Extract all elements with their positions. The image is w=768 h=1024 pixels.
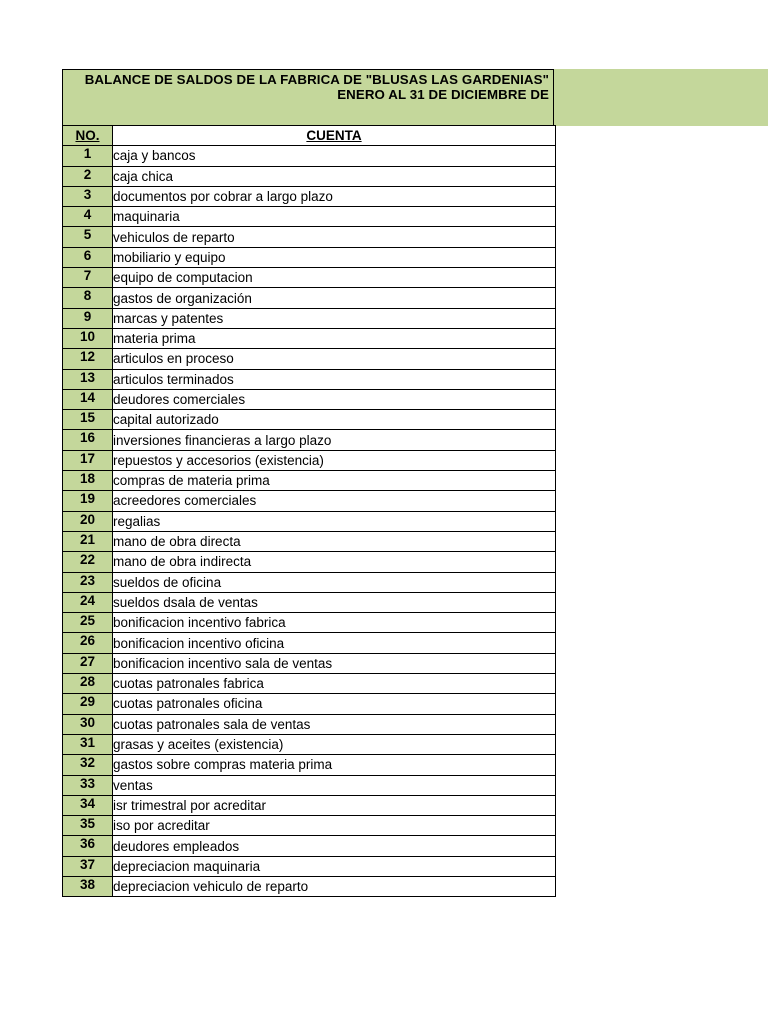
- table-row: [63, 308, 556, 328]
- row-number: 29: [63, 694, 113, 714]
- table-row: [63, 592, 556, 612]
- table-row: [63, 328, 556, 348]
- row-number: 21: [63, 531, 113, 551]
- table-row: [63, 775, 556, 795]
- row-number: 27: [63, 653, 113, 673]
- row-number: 34: [63, 795, 113, 815]
- account-name: capital autorizado: [113, 410, 556, 430]
- account-name: deudores comerciales: [113, 389, 556, 409]
- table-row: [63, 491, 556, 511]
- column-header-cuenta: CUENTA: [113, 126, 556, 146]
- table-row: [63, 369, 556, 389]
- row-number: 9: [63, 308, 113, 328]
- row-number: 37: [63, 856, 113, 876]
- row-number: 3: [63, 186, 113, 206]
- account-name: bonificacion incentivo fabrica: [113, 613, 556, 633]
- row-number: 36: [63, 836, 113, 856]
- account-name: materia prima: [113, 328, 556, 348]
- table-row: [63, 653, 556, 673]
- table-row: [63, 268, 556, 288]
- table-row: [63, 349, 556, 369]
- account-name: grasas y aceites (existencia): [113, 734, 556, 754]
- account-name: isr trimestral por acreditar: [113, 795, 556, 815]
- table-row: [63, 714, 556, 734]
- row-number: 23: [63, 572, 113, 592]
- account-name: inversiones financieras a largo plazo: [113, 430, 556, 450]
- row-number: 18: [63, 471, 113, 491]
- table-row: [63, 633, 556, 653]
- table-row: [63, 552, 556, 572]
- row-number: 14: [63, 389, 113, 409]
- account-name: iso por acreditar: [113, 816, 556, 836]
- table-row: [63, 572, 556, 592]
- row-number: 8: [63, 288, 113, 308]
- table-row: [63, 207, 556, 227]
- table-row: [63, 146, 556, 166]
- account-name: ventas: [113, 775, 556, 795]
- row-number: 15: [63, 410, 113, 430]
- row-number: 17: [63, 450, 113, 470]
- account-name: cuotas patronales oficina: [113, 694, 556, 714]
- row-number: 33: [63, 775, 113, 795]
- table-row: [63, 227, 556, 247]
- row-number: 7: [63, 268, 113, 288]
- row-number: 35: [63, 816, 113, 836]
- account-name: documentos por cobrar a largo plazo: [113, 186, 556, 206]
- account-name: equipo de computacion: [113, 268, 556, 288]
- row-number: 26: [63, 633, 113, 653]
- account-name: mano de obra directa: [113, 531, 556, 551]
- account-name: mano de obra indirecta: [113, 552, 556, 572]
- account-name: bonificacion incentivo sala de ventas: [113, 653, 556, 673]
- row-number: 38: [63, 876, 113, 896]
- accounts-table: [62, 125, 556, 897]
- table-row: [63, 734, 556, 754]
- table-header-row: [63, 126, 556, 146]
- table-row: [63, 511, 556, 531]
- account-name: maquinaria: [113, 207, 556, 227]
- table-row: [63, 288, 556, 308]
- report-title: BALANCE DE SALDOS DE LA FABRICA DE "BLUSAS LAS GARDENIAS": [84, 72, 549, 87]
- accounts-body: [63, 146, 556, 897]
- row-number: 2: [63, 166, 113, 186]
- account-name: depreciacion vehiculo de reparto: [113, 876, 556, 896]
- row-number: 22: [63, 552, 113, 572]
- account-name: cuotas patronales sala de ventas: [113, 714, 556, 734]
- account-name: regalias: [113, 511, 556, 531]
- account-name: sueldos dsala de ventas: [113, 592, 556, 612]
- account-name: mobiliario y equipo: [113, 247, 556, 267]
- row-number: 25: [63, 613, 113, 633]
- account-name: caja y bancos: [113, 146, 556, 166]
- report-period: ENERO AL 31 DE DICIEMBRE DE: [337, 87, 549, 102]
- row-number: 10: [63, 328, 113, 348]
- row-number: 6: [63, 247, 113, 267]
- row-number: 31: [63, 734, 113, 754]
- table-row: [63, 876, 556, 896]
- table-row: [63, 410, 556, 430]
- table-row: [63, 166, 556, 186]
- account-name: gastos de organización: [113, 288, 556, 308]
- table-row: [63, 531, 556, 551]
- table-row: [63, 247, 556, 267]
- account-name: cuotas patronales fabrica: [113, 674, 556, 694]
- row-number: 16: [63, 430, 113, 450]
- account-name: gastos sobre compras materia prima: [113, 755, 556, 775]
- table-row: [63, 389, 556, 409]
- table-row: [63, 816, 556, 836]
- row-number: 28: [63, 674, 113, 694]
- table-row: [63, 755, 556, 775]
- row-number: 32: [63, 755, 113, 775]
- account-name: marcas y patentes: [113, 308, 556, 328]
- row-number: 19: [63, 491, 113, 511]
- table-row: [63, 471, 556, 491]
- table-row: [63, 186, 556, 206]
- row-number: 20: [63, 511, 113, 531]
- row-number: 5: [63, 227, 113, 247]
- row-number: 4: [63, 207, 113, 227]
- account-name: bonificacion incentivo oficina: [113, 633, 556, 653]
- account-name: vehiculos de reparto: [113, 227, 556, 247]
- account-name: articulos terminados: [113, 369, 556, 389]
- table-row: [63, 613, 556, 633]
- row-number: 1: [63, 146, 113, 166]
- account-name: sueldos de oficina: [113, 572, 556, 592]
- table-row: [63, 450, 556, 470]
- row-number: 24: [63, 592, 113, 612]
- account-name: repuestos y accesorios (existencia): [113, 450, 556, 470]
- account-name: depreciacion maquinaria: [113, 856, 556, 876]
- row-number: 30: [63, 714, 113, 734]
- row-number: 13: [63, 369, 113, 389]
- account-name: caja chica: [113, 166, 556, 186]
- account-name: compras de materia prima: [113, 471, 556, 491]
- table-row: [63, 836, 556, 856]
- row-number: 12: [63, 349, 113, 369]
- table-row: [63, 856, 556, 876]
- table-row: [63, 795, 556, 815]
- account-name: articulos en proceso: [113, 349, 556, 369]
- column-header-no: NO.: [63, 126, 113, 146]
- title-cell: [62, 69, 554, 125]
- account-name: deudores empleados: [113, 836, 556, 856]
- table-row: [63, 430, 556, 450]
- table-row: [63, 674, 556, 694]
- account-name: acreedores comerciales: [113, 491, 556, 511]
- table-row: [63, 694, 556, 714]
